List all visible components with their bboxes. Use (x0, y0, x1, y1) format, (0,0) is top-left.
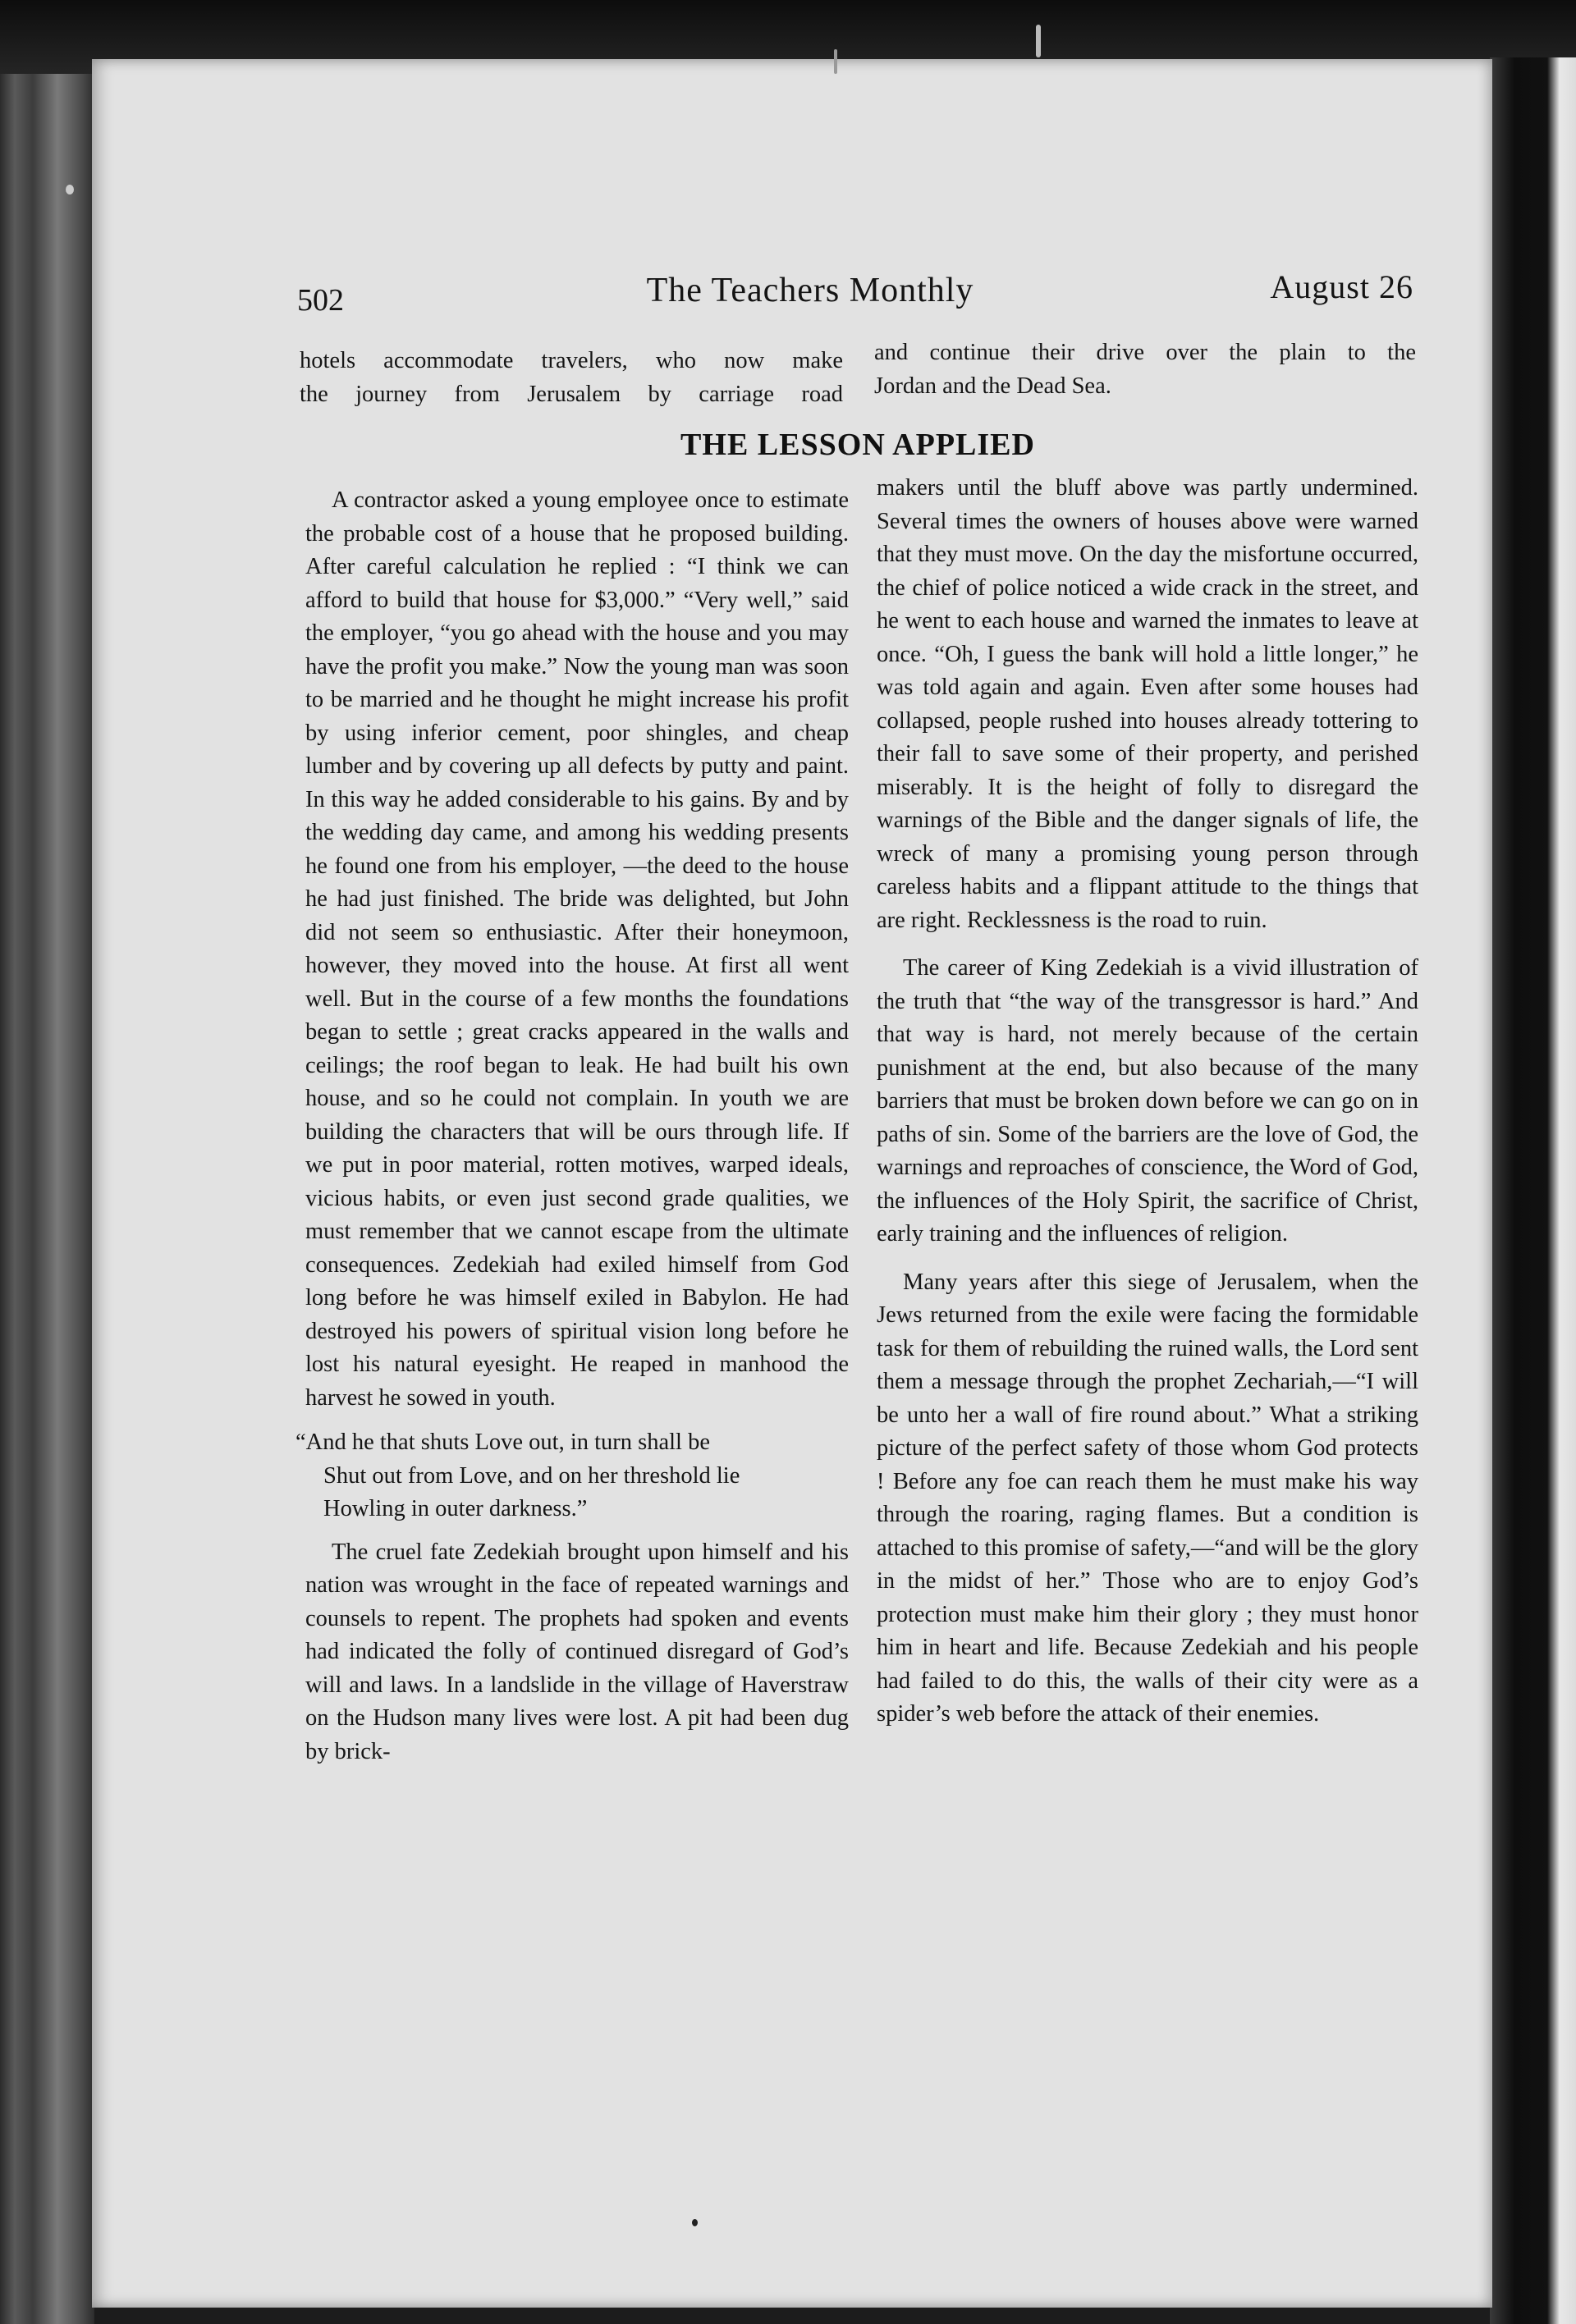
paragraph: A contractor asked a young employee once to estimate the probable cost of a house that he proposed building. After careful calculation he replied : “I think we can afford to build that house for $3,000.” “Very well,” said the employer, “you go ahead with the house and you may have the profit you make.” Now the young man was soon to be married and he thought he might increase his profit by using inferior cement, poor shingles, and cheap lumber and by covering up all defects by putty and paint. In this way he added considerable to his gains. By and by the wedding day came, and among his wedding presents he found one from his employer, —the deed to the house he had just finished. The bride was delighted, but John did not seem so enthusiastic. After their honeymoon, however, they moved into the house. At first all went well. But in the course of a few months the foundations began to settle ; great cracks appeared in the walls and ceilings; the roof began to leak. He had built his own house, and so he could not complain. In youth we are building the characters that will be ours through life. If we put in poor material, rotten motives, warped ideals, vicious habits, or even just second grade qualities, we must remember that we cannot escape from the ultimate consequences. Zedekiah had exiled himself from God long before he was himself exiled in Babylon. He had destroyed his powers of spiritual vision long before he lost his natural eyesight. He reaped in manhood the harvest he sowed in youth. (305, 487, 849, 1411)
poem-quote (296, 1426, 849, 1526)
left-column (296, 484, 849, 1768)
paragraph: The cruel fate Zedekiah brought upon himself and his nation was wrought in the face of repeated warnings and counsels to repent. The prophets had spoken and events had indicated the folly of continued disregard of God’s will and laws. In a landslide in the village of Haverstraw on the Hudson many lives were lost. A pit had been dug by brick- (305, 1539, 849, 1764)
page-header (207, 264, 1413, 322)
right-column (877, 472, 1418, 1732)
continued-text-right (874, 336, 1416, 403)
scan-speck (66, 185, 74, 194)
scan-left-border (0, 74, 94, 2324)
poem-line: Howling in outer darkness.” (323, 1496, 588, 1521)
scan-speck (1036, 25, 1041, 57)
issue-date: August 26 (1270, 268, 1413, 305)
poem-line: Shut out from Love, and on her threshold lie (323, 1462, 740, 1489)
text-line: Jordan and the Dead Sea. (874, 373, 1111, 399)
scan-speck (692, 2219, 698, 2226)
paragraph: Many years after this siege of Jerusalem, when the Jews returned from the exile were facing the formidable task for them of rebuilding the ruined walls, the Lord sent them a message through the prophet Zechariah,—“I will be unto her a wall of fire round about.” What a striking picture of the perfect safety of those whom God protects ! Before any foe can reach them he must make his way through the roaring, raging flames. But a condition is attached to this promise of safety,—“and will be the glory in the midst of her.” Those who are to enjoy God’s protection must make him their glory ; they must honor him in heart and life. Because Zedekiah and his people had failed to do this, the walls of their city were as a spider’s web before the attack of their enemies. (877, 1269, 1418, 1727)
text-line: hotels accommodate travelers, who now make (300, 348, 843, 373)
continued-text-left (300, 345, 843, 411)
paragraph: makers until the bluff above was partly undermined. Several times the owners of houses above were warned that they must move. On the day the misfortune occurred, the chief of police noticed a wide crack in the street, and he went to each house and warned the inmates to leave at once. “Oh, I guess the bank will hold a little longer,” he was told again and again. Even after some houses had collapsed, people rushed into houses already tottering to their fall to save some of their property, and perished miserably. It is the height of folly to disregard the warnings of the Bible and the danger signals of life, the wreck of many a promising young person through careless habits and a flippant attitude to the things that are right. Recklessness is the road to ruin. (877, 475, 1418, 933)
text-line: and continue their drive over the plain to the (874, 340, 1416, 365)
scan-right-border (1490, 57, 1576, 2324)
poem-line: “And he that shuts Love out, in turn shall be (296, 1430, 710, 1455)
scan-speck (834, 49, 837, 74)
journal-title: The Teachers Monthly (646, 272, 974, 309)
text-line: the journey from Jerusalem by carriage road (300, 381, 843, 407)
section-heading: THE LESSON APPLIED (680, 428, 1035, 462)
paragraph: The career of King Zedekiah is a vivid illustration of the truth that “the way of the transgressor is hard.” And that way is hard, not merely because of the certain punishment at the end, but also because of the many barriers that must be broken down before we can go on in paths of sin. Some of the barriers are the love of God, the warnings and reproaches of conscience, the Word of God, the influences of the Holy Spirit, the sacrifice of Christ, early training and the influences of religion. (877, 955, 1418, 1247)
page-number: 502 (297, 283, 344, 318)
